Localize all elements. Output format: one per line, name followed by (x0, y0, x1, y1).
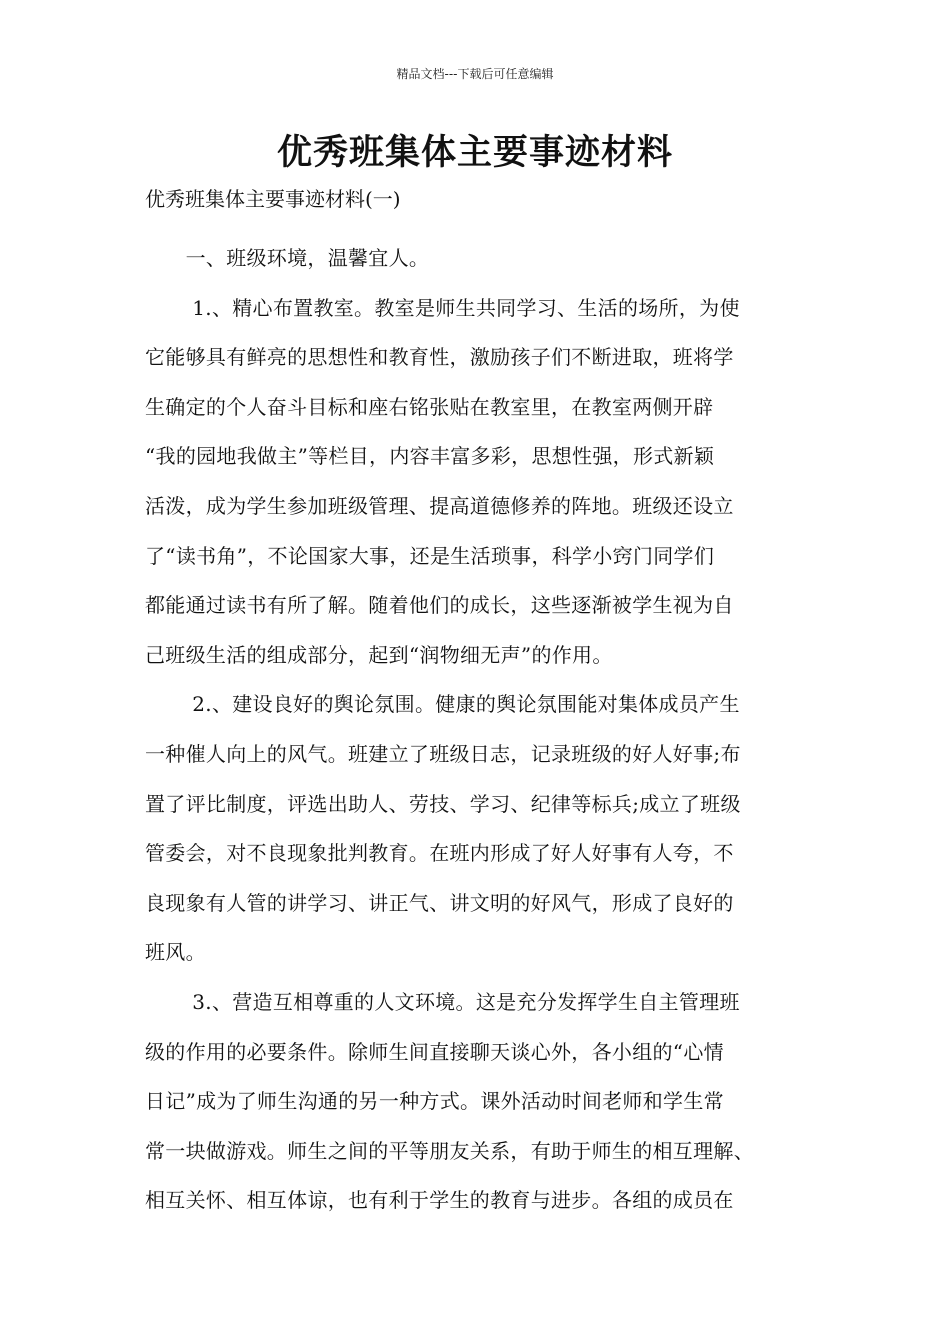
body-line: 都能通过读书有所了解。随着他们的成长，这些逐渐被学生视为自 (145, 593, 734, 618)
body-line: 3.、营造互相尊重的人文环境。这是充分发挥学生自主管理班 (145, 989, 740, 1014)
body-line: “我的园地我做主”等栏目，内容丰富多彩，思想性强，形式新颖 (145, 444, 715, 469)
body-line: 2.、建设良好的舆论氛围。健康的舆论氛围能对集体成员产生 (145, 692, 740, 717)
body-line: 良现象有人管的讲学习、讲正气、讲文明的好风气，形成了良好的 (145, 890, 734, 915)
body-line: 一种催人向上的风气。班建立了班级日志，记录班级的好人好事;布 (145, 741, 741, 766)
document-subtitle: 优秀班集体主要事迹材料(一) (145, 187, 401, 211)
body-line: 置了评比制度，评选出助人、劳技、学习、纪律等标兵;成立了班级 (145, 791, 741, 816)
body-line: 相互关怀、相互体谅，也有利于学生的教育与进步。各组的成员在 (145, 1188, 734, 1213)
body-line: 1.、精心布置教室。教室是师生共同学习、生活的场所，为使 (145, 295, 740, 320)
body-line: 活泼，成为学生参加班级管理、提高道德修养的阵地。班级还设立 (145, 493, 734, 518)
body-line: 了“读书角”，不论国家大事，还是生活琐事，科学小窍门同学们 (145, 543, 715, 568)
body-line: 日记”成为了师生沟通的另一种方式。课外活动时间老师和学生常 (145, 1089, 724, 1114)
body-text (145, 234, 831, 1226)
document-title: 优秀班集体主要事迹材料 (276, 133, 673, 173)
body-line: 生确定的个人奋斗目标和座右铭张贴在教室里，在教室两侧开辟 (145, 394, 714, 419)
body-line: 一、班级环境，温馨宜人。 (145, 246, 430, 270)
header-note: 精品文档---下载后可任意编辑 (396, 67, 554, 81)
body-line: 己班级生活的组成部分，起到“润物细无声”的作用。 (145, 642, 613, 667)
body-line: 班风。 (145, 940, 206, 965)
body-line: 常一块做游戏。师生之间的平等朋友关系，有助于师生的相互理解、 (145, 1138, 754, 1163)
body-line: 管委会，对不良现象批判教育。在班内形成了好人好事有人夸，不 (145, 841, 734, 866)
body-line: 它能够具有鲜亮的思想性和教育性，激励孩子们不断进取，班将学 (145, 345, 734, 370)
body-line: 级的作用的必要条件。除师生间直接聊天谈心外，各小组的“心情 (145, 1039, 724, 1064)
